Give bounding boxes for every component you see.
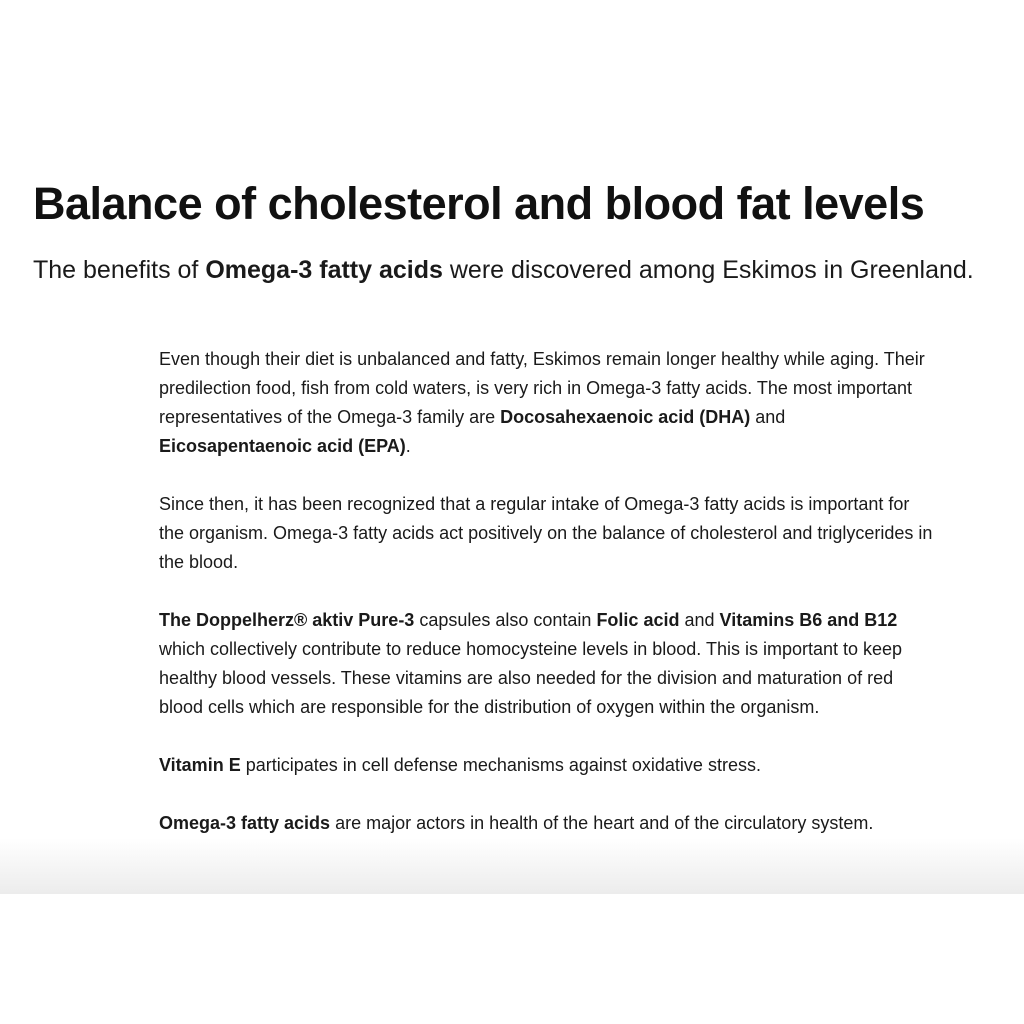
paragraph-text: participates in cell defense mechanisms against oxidative stress. xyxy=(240,755,761,775)
paragraph-product xyxy=(159,606,939,722)
paragraph-omega3-heart xyxy=(159,809,939,838)
paragraph-vitamin-e xyxy=(159,751,939,780)
paragraph-text: which collectively contribute to reduce homocysteine levels in blood. This is important to keep healthy blood vessels. These vitamins are also needed for the division and maturation of red blood cells which are responsible for the distribution of oxygen within the organism. xyxy=(159,639,903,717)
bottom-fade xyxy=(0,838,1024,894)
bold-dha: Docosahexaenoic acid (DHA) xyxy=(500,407,751,427)
paragraph-text: and xyxy=(679,610,720,630)
paragraph-text: . xyxy=(405,436,411,456)
subtitle-text-pre: The benefits of xyxy=(33,256,206,284)
bold-vitamin-e: Vitamin E xyxy=(159,755,241,775)
paragraph-text: and xyxy=(750,407,786,427)
bold-omega3: Omega-3 fatty acids xyxy=(159,813,331,833)
page-title: Balance of cholesterol and blood fat levels xyxy=(33,178,925,229)
paragraph-text: are major actors in health of the heart and of the circulatory system. xyxy=(330,813,874,833)
paragraph-eskimo-diet xyxy=(159,345,939,461)
paragraph-text: capsules also contain xyxy=(414,610,597,630)
subtitle-bold-omega3: Omega-3 fatty acids xyxy=(205,256,443,284)
paragraph-regular-intake: Since then, it has been recognized that a regular intake of Omega-3 fatty acids is important for the organism. Omega-3 fatty acids act positively on the balance of cholesterol and triglycerides in the blood. xyxy=(159,494,933,572)
bold-folic-acid: Folic acid xyxy=(596,610,680,630)
subtitle-text-post: were discovered among Eskimos in Greenland. xyxy=(442,256,974,284)
article-body xyxy=(159,345,939,867)
bold-vitamins: Vitamins B6 and B12 xyxy=(719,610,898,630)
page-subtitle xyxy=(33,253,974,287)
bold-epa: Eicosapentaenoic acid (EPA) xyxy=(159,436,406,456)
bold-product-name: The Doppelherz® aktiv Pure-3 xyxy=(159,610,415,630)
paragraph-text: Even though their diet is unbalanced and fatty, Eskimos remain longer healthy while aging. Their predilection food, fish from cold waters, is very rich in Omega-3 fatty acids. The most important representatives of the Omega-3 family are xyxy=(159,349,925,427)
